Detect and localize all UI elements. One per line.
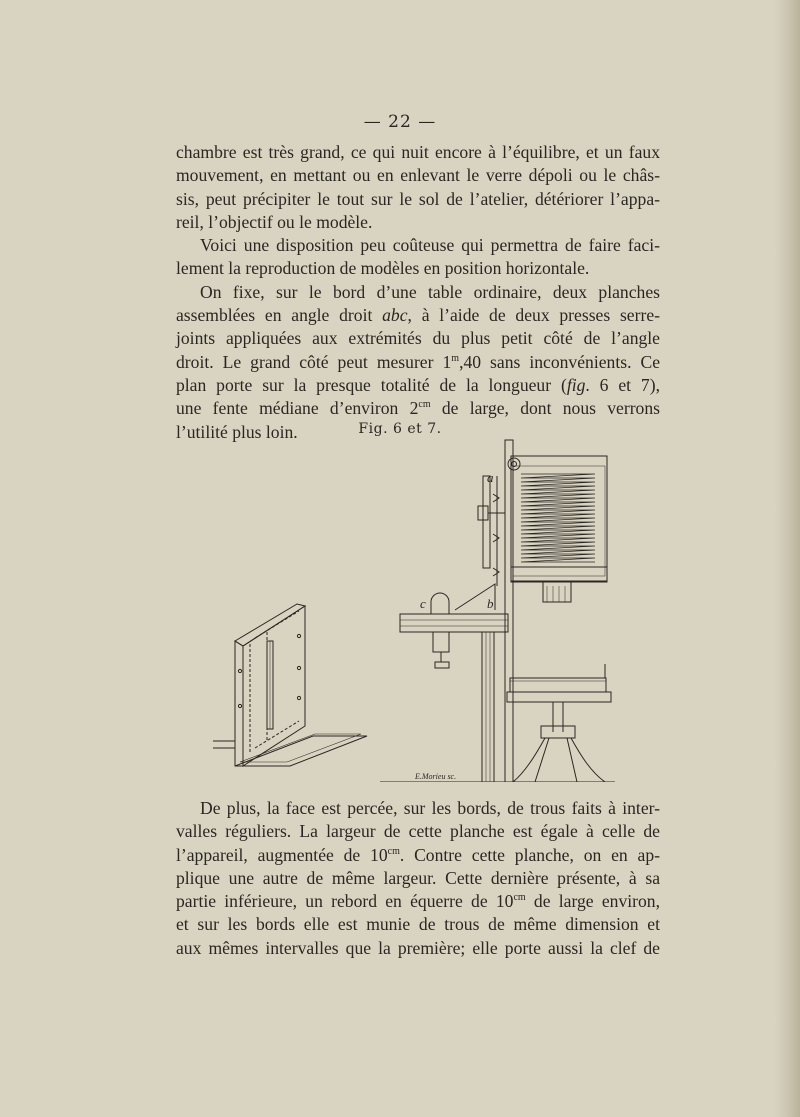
text-line — [176, 844, 660, 867]
text-line: valles réguliers. La largeur de cette planche est égale à celle de — [176, 821, 660, 842]
text-line: Voici une disposition peu coûteuse qui permettra de faire faci- — [200, 235, 660, 256]
engraver-signature: E.Morieu sc. — [415, 772, 457, 781]
text-line — [176, 351, 660, 374]
text-run: ,40 sans inconvénients. Ce — [459, 351, 661, 372]
text-run: partie inférieure, un rebord en équerre de 10 — [176, 891, 514, 912]
text-run: assemblées en angle droit — [176, 305, 383, 326]
label-b: b — [487, 596, 494, 611]
text-line: mouvement, en mettant ou en enlevant le verre dépoli ou le châs- — [176, 165, 660, 186]
page-edge — [774, 0, 800, 1117]
text-run: . 6 et 7), — [585, 374, 660, 395]
unit-superscript: m — [451, 352, 460, 364]
text-line — [176, 890, 660, 913]
figure-reference-abc: abc — [382, 305, 408, 326]
unit-superscript: cm — [418, 399, 431, 411]
text-run: de large, dont nous verrons — [430, 398, 660, 419]
unit-superscript: cm — [513, 892, 526, 904]
label-a: a — [487, 470, 494, 485]
paragraph-4 — [176, 797, 660, 960]
text-line — [176, 397, 660, 420]
camera-setup-drawing — [380, 440, 615, 782]
paragraph-2 — [176, 234, 660, 281]
text-run: , à l’aide de deux presses serre- — [407, 305, 660, 326]
text-line: On fixe, sur le bord d’une table ordinaire, deux planches — [200, 281, 660, 302]
body-text-bottom — [176, 797, 660, 960]
label-c: c — [420, 596, 426, 611]
figure-caption: Fig. 6 et 7. — [358, 421, 442, 437]
figure-reference: fig — [566, 374, 586, 395]
text-line: joints appliquées aux extrémités du plus petit côté de l’angle — [176, 328, 660, 349]
text-run: une fente médiane d’environ 2 — [176, 398, 419, 419]
text-line: l’utilité plus loin. — [176, 421, 298, 442]
paragraph-1 — [176, 141, 660, 234]
text-line: lement la reproduction de modèles en position horizontale. — [176, 258, 590, 279]
text-line: et sur les bords elle est munie de trous de même dimension et — [176, 914, 660, 935]
text-line: aux mêmes intervalles que la première; elle porte aussi la clef de — [176, 937, 660, 958]
text-run: . Contre cette planche, on en ap- — [399, 844, 660, 865]
text-run: l’appareil, augmentée de 10 — [176, 844, 388, 865]
text-line — [176, 304, 660, 327]
page-number: — 22 — — [363, 112, 437, 132]
text-line: plique une autre de même largeur. Cette dernière présente, à sa — [176, 867, 660, 888]
text-line: De plus, la face est percée, sur les bords, de trous faits à inter- — [200, 798, 660, 818]
text-line: chambre est très grand, ce qui nuit encore à l’équilibre, et un faux — [176, 142, 660, 162]
text-line: reil, l’objectif ou le modèle. — [176, 211, 373, 232]
body-text-top — [176, 141, 660, 444]
text-line: sis, peut précipiter le tout sur le sol de l’atelier, détériorer l’appa- — [176, 188, 660, 209]
unit-superscript: cm — [387, 845, 400, 857]
angle-boards-drawing — [213, 604, 367, 766]
text-line — [176, 374, 660, 397]
text-run: de large environ, — [525, 891, 660, 912]
paragraph-3 — [176, 281, 660, 444]
figure-illustration — [195, 436, 635, 782]
text-run: plan porte sur la presque totalité de la longueur ( — [176, 374, 567, 395]
text-run: droit. Le grand côté peut mesurer 1 — [176, 351, 452, 372]
